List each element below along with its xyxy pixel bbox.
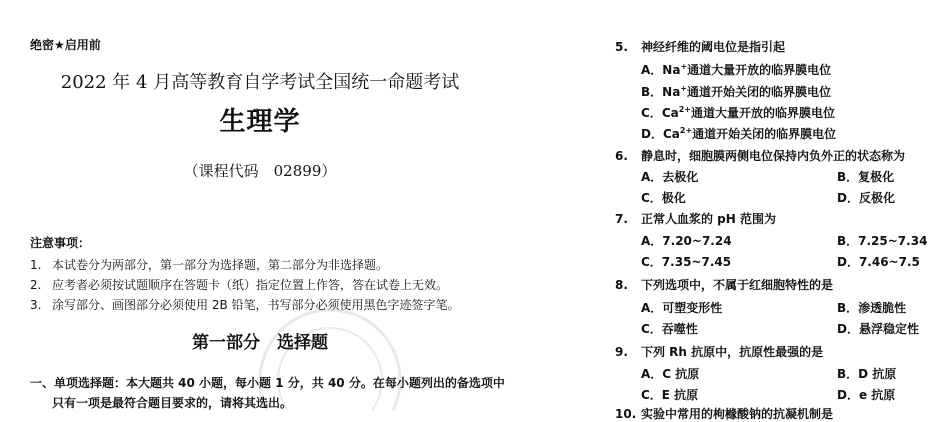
option-5c: C．$Ca^{2+}$通道大量开放的临界膜电位 — [641, 105, 836, 120]
part-one-title: 第一部分 选择题 — [192, 333, 328, 353]
note-item: 1. 本试卷分为两部分，第一部分为选择题，第二部分为非选择题。 — [30, 258, 389, 272]
question-9: 9. 下列 Rh 抗原中，抗原性最强的是 — [615, 345, 824, 359]
option-9b: B．D 抗原 — [837, 367, 897, 381]
option-7d: D．7.46~7.5 — [837, 255, 920, 269]
question-8: 8. 下列选项中，不属于红细胞特性的是 — [615, 278, 834, 292]
course-code: （课程代码 02899） — [183, 162, 337, 180]
option-6a: A．去极化 — [641, 170, 699, 184]
question-7: 7. 正常人血浆的 pH 范围为 — [615, 212, 776, 226]
option-9a: A．C 抗原 — [641, 367, 700, 381]
option-7b: B．7.25~7.34 — [837, 234, 928, 248]
section-instructions-cont: 只有一项是最符合题目要求的，请将其选出。 — [52, 396, 293, 410]
option-6b: B．复极化 — [837, 170, 895, 184]
section-instructions: 一、单项选择题：本大题共 40 小题，每小题 1 分，共 40 分。在每小题列出的备选项中 — [30, 376, 505, 390]
option-5a: A．Na+通道大量开放的临界膜电位 — [641, 62, 832, 77]
note-item: 3. 涂写部分、画图部分必须使用 2B 铅笔，书写部分必须使用黑色字迹签字笔。 — [30, 298, 460, 312]
note-item: 2. 应考者必须按试题顺序在答题卡（纸）指定位置上作答，答在试卷上无效。 — [30, 278, 449, 292]
question-5: 5. 神经纤维的阈电位是指引起 — [615, 40, 786, 54]
option-5b: B．Na+通道开始关闭的临界膜电位 — [641, 84, 832, 99]
option-5d: D．$Ca^{2+}$通道开始关闭的临界膜电位 — [641, 126, 837, 141]
option-6c: C．极化 — [641, 191, 686, 205]
option-9d: D．e 抗原 — [837, 388, 896, 402]
notes-heading: 注意事项： — [30, 236, 91, 250]
option-9c: C．E 抗原 — [641, 388, 699, 402]
option-8c: C．吞噬性 — [641, 322, 698, 336]
question-10: 10. 实验中常用的枸橼酸钠的抗凝机制是 — [615, 407, 834, 421]
confidential-label: 绝密★启用前 — [30, 38, 101, 52]
exam-title: 2022 年 4 月高等教育自学考试全国统一命题考试 — [60, 72, 460, 93]
option-8a: A．可塑变形性 — [641, 301, 723, 315]
option-6d: D．反极化 — [837, 191, 895, 205]
option-8b: B．渗透脆性 — [837, 301, 907, 315]
subject-title: 生理学 — [219, 107, 301, 137]
option-7a: A．7.20~7.24 — [641, 234, 732, 248]
option-8d: D．悬浮稳定性 — [837, 322, 919, 336]
option-7c: C．7.35~7.45 — [641, 255, 732, 269]
question-6: 6. 静息时，细胞膜两侧电位保持内负外正的状态称为 — [615, 149, 906, 163]
